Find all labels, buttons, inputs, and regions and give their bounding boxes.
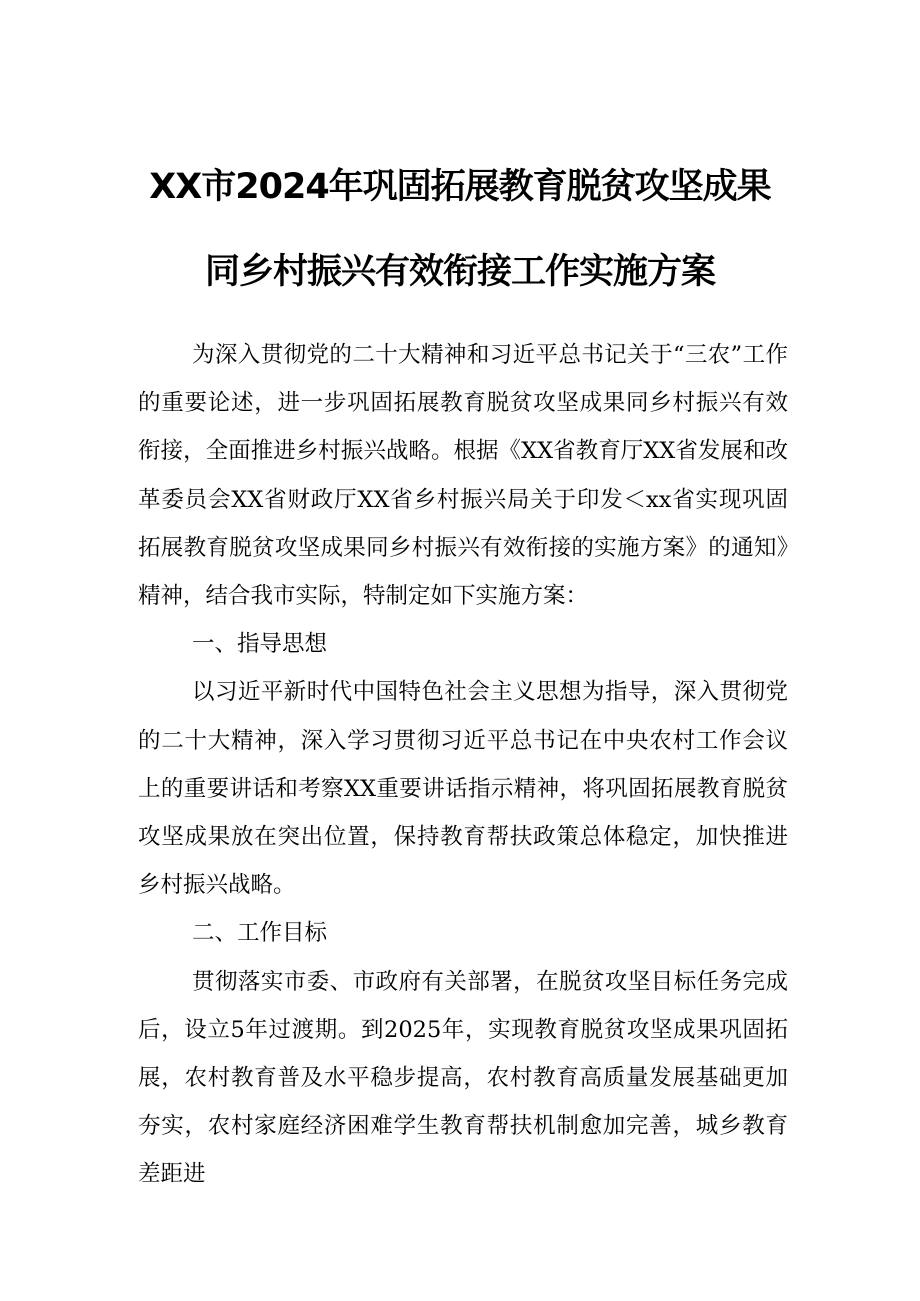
document-title-line-2: 同乡村振兴有效衔接工作实施方案 (204, 252, 715, 292)
document-body (138, 331, 788, 1199)
document-title-line-1: XX市2024年巩固拓展教育脱贫攻坚成果 (149, 167, 771, 207)
section-2-heading: 二、工作目标 (192, 920, 328, 947)
section-1-heading: 一、指导思想 (192, 631, 328, 658)
intro-paragraph: 为深入贯彻党的二十大精神和习近平总书记关于“三农”工作的重要论述，进一步巩固拓展教育脱贫攻坚成果同乡村振兴有效衔接，全面推进乡村振兴战略。根据《XX省教育厅XX省发展和改革委员会XX省财政厅XX省乡村振兴局关于印发＜xx省实现巩固拓展教育脱贫攻坚成果同乡村振兴有效衔接的实施方案》的通知》精神，结合我市实际，特制定如下实施方案： (138, 342, 788, 610)
section-2-paragraph: 贯彻落实市委、市政府有关部署，在脱贫攻坚目标任务完成后，设立5年过渡期。到2025年，实现教育脱贫攻坚成果巩固拓展，农村教育普及水平稳步提高，农村教育高质量发展基础更加夯实，农村家庭经济困难学生教育帮扶机制愈加完善，城乡教育差距进 (138, 968, 788, 1188)
section-1-paragraph: 以习近平新时代中国特色社会主义思想为指导，深入贯彻党的二十大精神，深入学习贯彻习近平总书记在中央农村工作会议上的重要讲话和考察XX重要讲话指示精神，将巩固拓展教育脱贫攻坚成果放在突出位置，保持教育帮扶政策总体稳定，加快推进乡村振兴战略。 (138, 679, 788, 899)
